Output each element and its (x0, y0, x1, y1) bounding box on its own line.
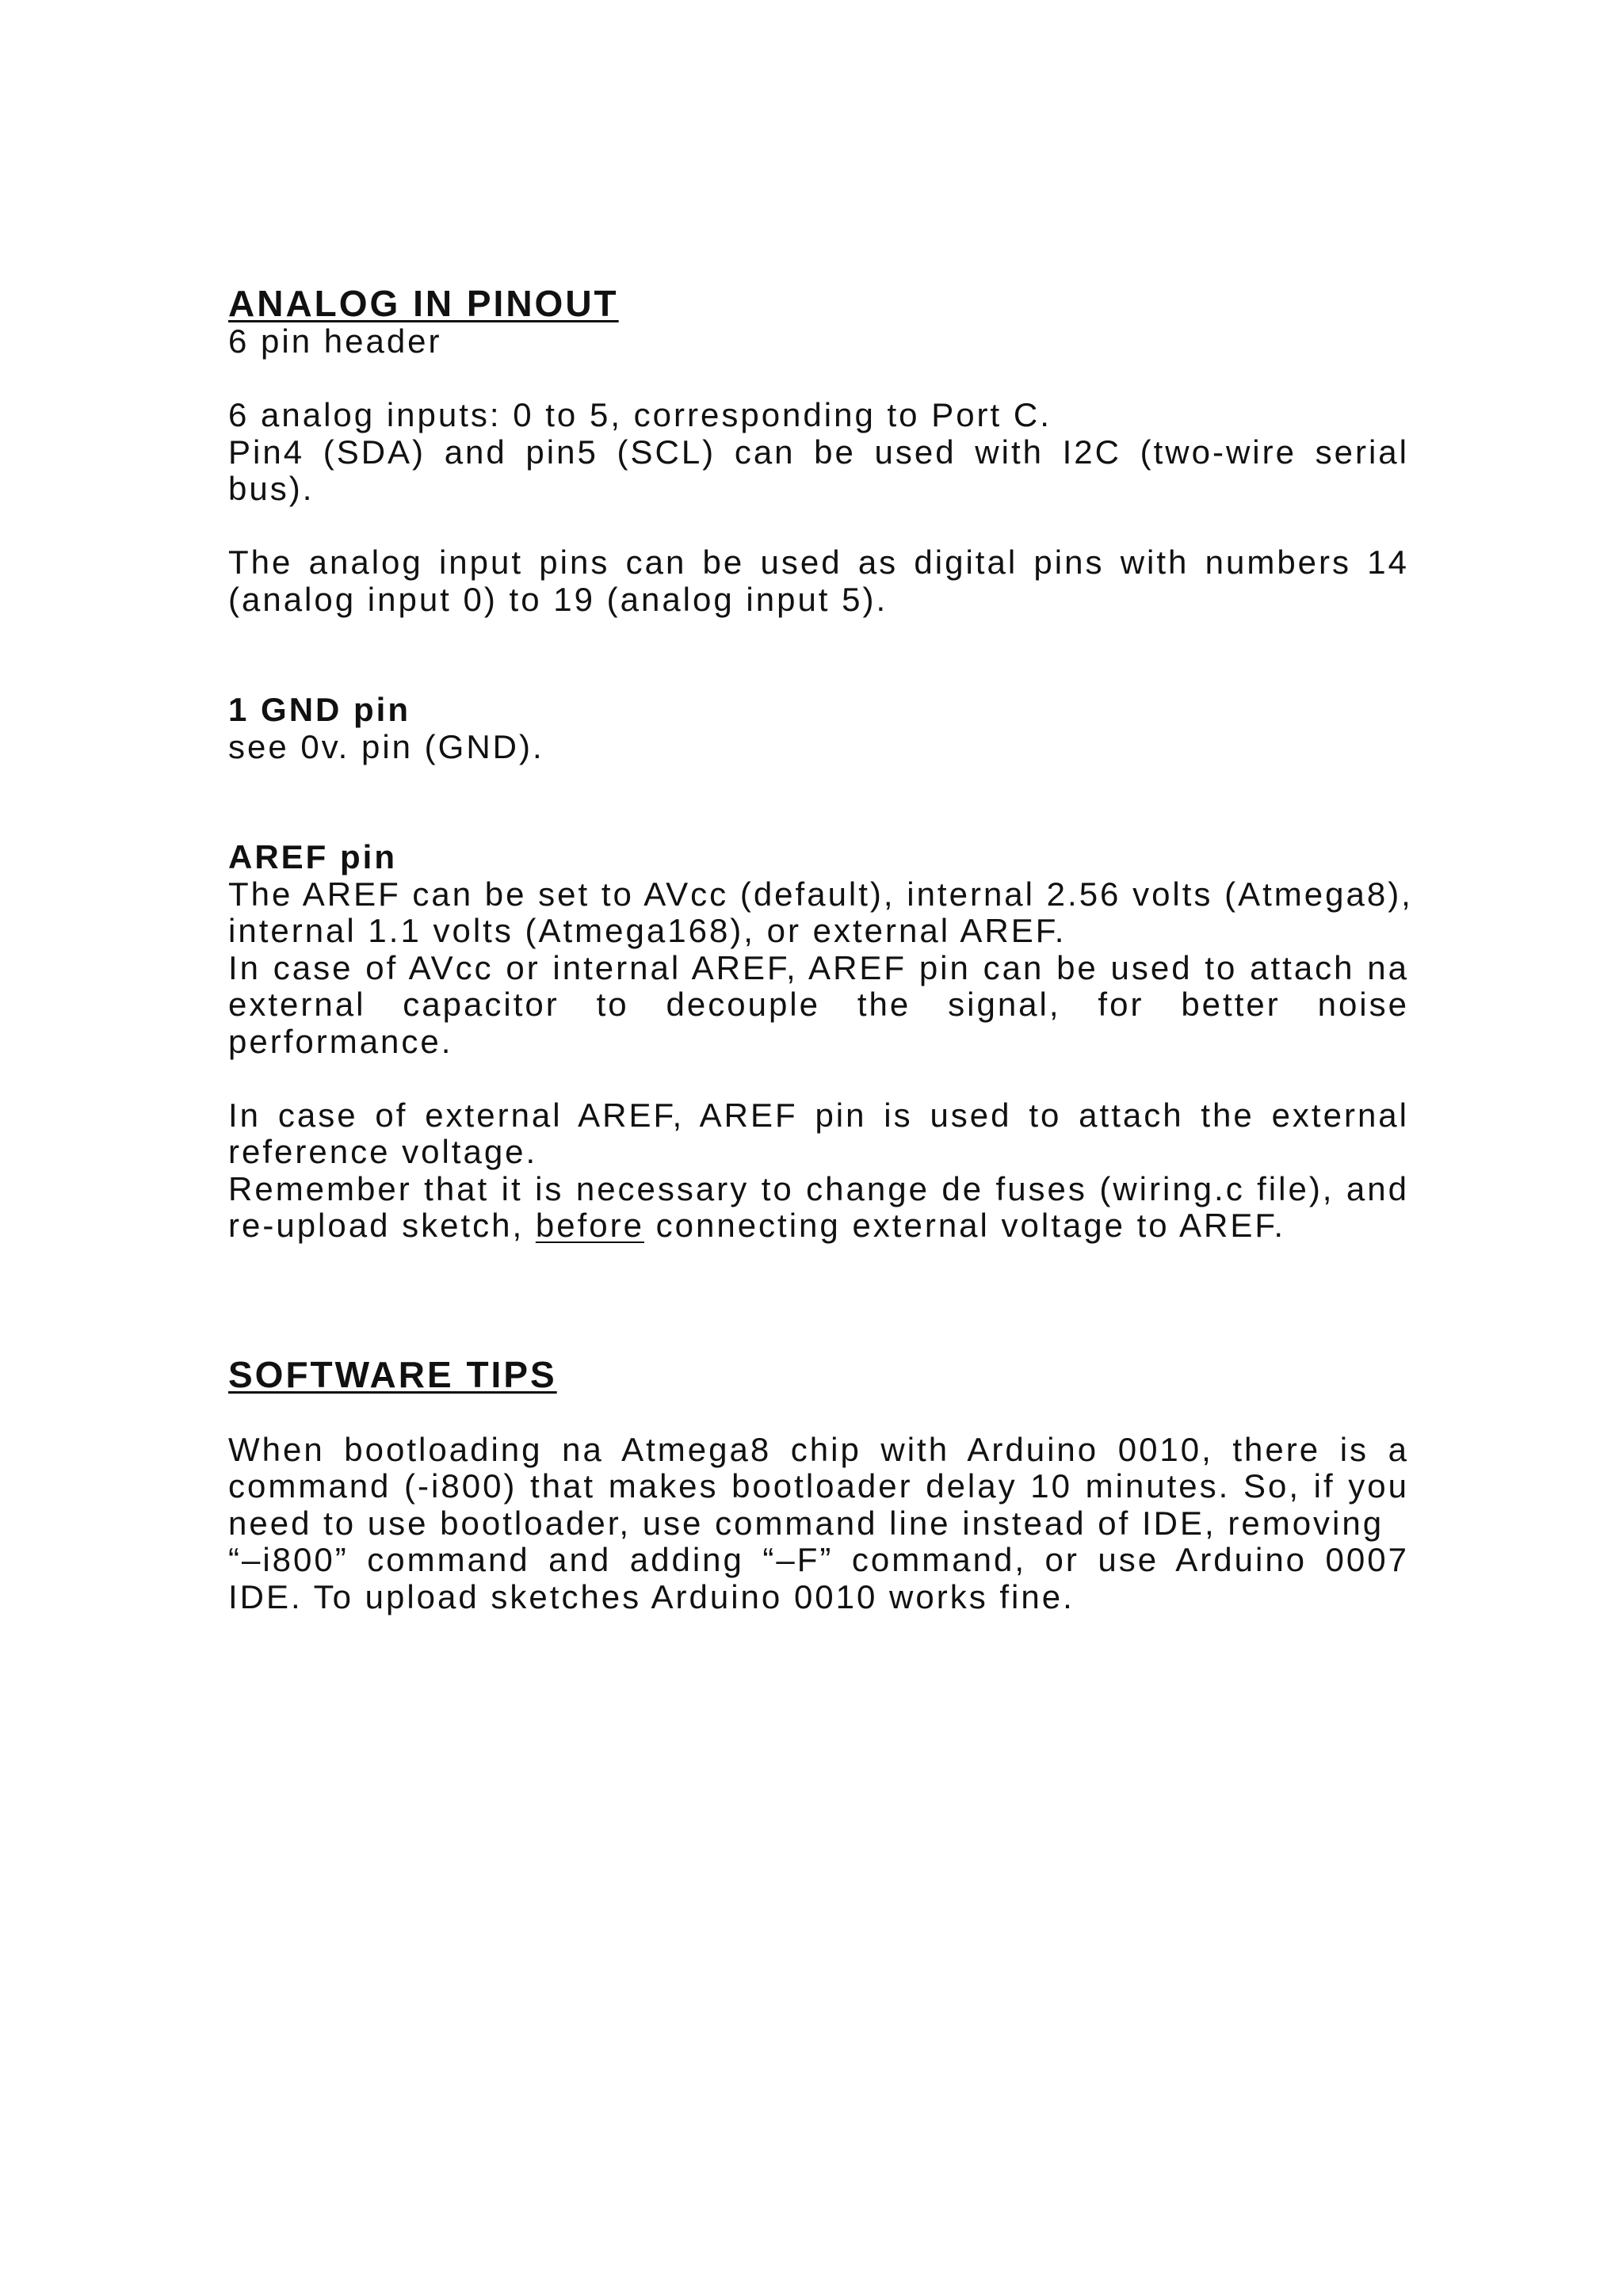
aref-para1-line2: internal 1.1 volts (Atmega168), or external AREF. (228, 912, 1067, 949)
aref-para2-line1: In case of external AREF, AREF pin is used to attach the external (228, 1096, 1409, 1134)
software-line3: need to use bootloader, use command line instead of IDE, removing (228, 1504, 1384, 1542)
software-tips-section (228, 1355, 1409, 1615)
analog-in-pinout-heading: ANALOG IN PINOUT (228, 283, 619, 324)
gnd-pin-heading: 1 GND pin (228, 691, 411, 728)
aref-para2-line2: reference voltage. (228, 1133, 538, 1170)
before-emphasis: before (535, 1207, 644, 1244)
aref-line4-prefix: re-upload sketch, (228, 1207, 536, 1244)
aref-pin-section (228, 838, 1413, 1245)
software-line4: “–i800” command and adding “–F” command, or use Arduino 0007 (228, 1541, 1409, 1578)
software-line5: IDE. To upload sketches Arduino 0010 works fine. (228, 1577, 1075, 1615)
document-page (228, 283, 1413, 1615)
aref-pin-heading: AREF pin (228, 838, 397, 875)
software-tips-heading: SOFTWARE TIPS (228, 1354, 557, 1395)
aref-para2-line3: Remember that it is necessary to change de fuses (wiring.c file), and (228, 1169, 1409, 1207)
gnd-pin-text: see 0v. pin (GND). (228, 727, 544, 765)
aref-para2-line4 (228, 1207, 1409, 1245)
software-line1: When bootloading na Atmega8 chip with Arduino 0010, there is a (228, 1430, 1409, 1468)
analog-subtitle: 6 pin header (228, 322, 442, 360)
analog-para1-line1: 6 analog inputs: 0 to 5, corresponding to Port C. (228, 396, 1052, 433)
analog-in-pinout-section (228, 284, 1409, 618)
aref-para1-line5: performance. (228, 1022, 453, 1060)
analog-para2-line1: The analog input pins can be used as digital pins with numbers 14 (228, 543, 1409, 581)
software-line2: command (-i800) that makes bootloader delay 10 minutes. So, if you (228, 1467, 1409, 1505)
aref-para1-line4: external capacitor to decouple the signal, for better noise (228, 986, 1409, 1023)
analog-para2-line2: (analog input 0) to 19 (analog input 5). (228, 580, 888, 618)
aref-para1-line3: In case of AVcc or internal AREF, AREF pin can be used to attach na (228, 948, 1409, 986)
gnd-pin-section (228, 692, 1409, 765)
aref-para1-line1: The AREF can be set to AVcc (default), internal 2.56 volts (Atmega8), (228, 875, 1413, 913)
aref-line4-suffix: connecting external voltage to AREF. (643, 1207, 1286, 1244)
analog-para1-line3: bus). (228, 470, 315, 507)
analog-para1-line2: Pin4 (SDA) and pin5 (SCL) can be used with I2C (two-wire serial (228, 433, 1409, 471)
